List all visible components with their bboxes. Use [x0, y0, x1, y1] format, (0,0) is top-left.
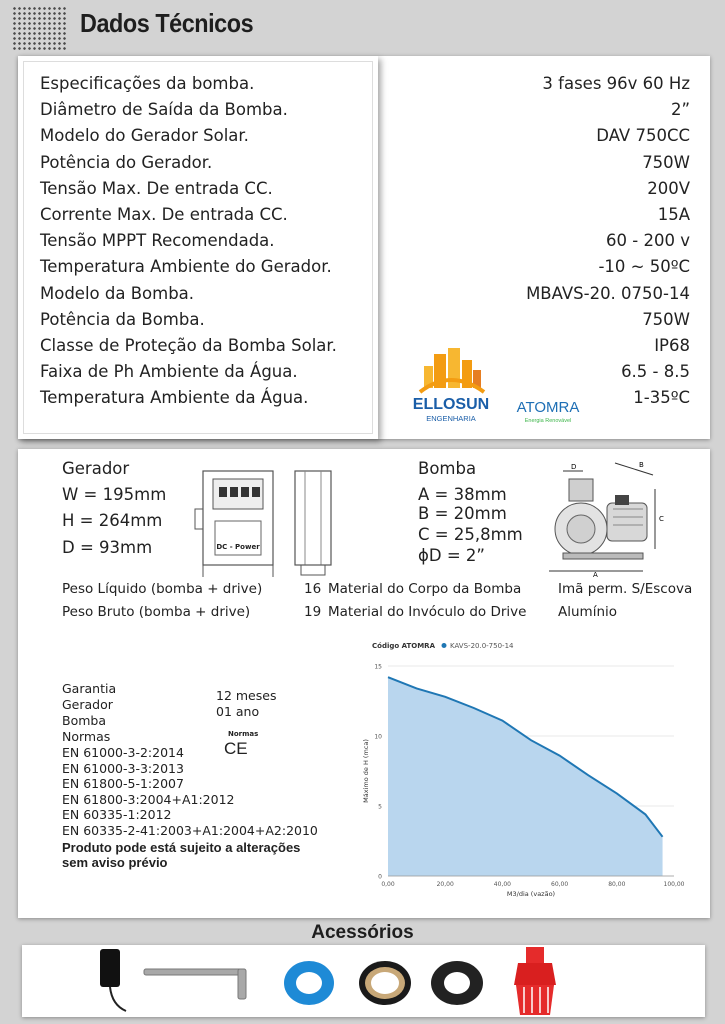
warranty-generator-value: 12 meses [216, 688, 277, 703]
spec-label: Corrente Max. De entrada CC. [40, 205, 288, 224]
x-tick-label: 80,00 [608, 881, 626, 888]
accessories-card [22, 945, 705, 1017]
spec-label: Potência do Gerador. [40, 152, 213, 172]
atomra-name: ATOMRA [516, 399, 580, 416]
spec-label: Temperatura Ambiente da Água. [40, 388, 309, 408]
body-material-label: Material do Corpo da Bomba [328, 581, 522, 597]
norm-item: EN 60335-2-41:2003+A1:2004+A2:2010 [62, 822, 318, 838]
pump-drawing [543, 459, 673, 579]
pump-label-d: D [571, 463, 577, 471]
foot-valve-icon [506, 945, 566, 1017]
norm-item: EN 61000-3-3:2013 [62, 760, 184, 776]
spec-value: IP68 [654, 336, 690, 355]
spec-row [18, 126, 710, 152]
ellosun-logo [406, 346, 496, 426]
spec-label: Temperatura Ambiente do Gerador. [40, 257, 332, 277]
spec-row [18, 231, 710, 257]
pump-label-a: A [593, 571, 598, 579]
spec-value: 3 fases 96v 60 Hz [542, 74, 690, 93]
y-axis-label: Máximo de H (mca) [362, 739, 370, 803]
spec-row [18, 74, 710, 100]
water-level-sensor-icon [92, 945, 142, 1017]
spec-label: Especificações da bomba. [40, 74, 255, 93]
norm-item: EN 61000-3-2:2014 [62, 745, 184, 760]
insulating-tape-black-icon [426, 945, 488, 1017]
y-tick-label: 0 [378, 873, 382, 881]
spec-value: DAV 750CC [596, 126, 690, 146]
generator-depth: D = 93mm [62, 538, 153, 557]
gross-weight-value: 19 [304, 604, 322, 620]
norms-heading: Normas [228, 730, 259, 738]
spec-row [18, 100, 710, 126]
spec-row [18, 257, 710, 283]
spec-row [18, 284, 710, 310]
spec-row [18, 362, 710, 388]
pump-curve-chart [338, 636, 688, 901]
generator-width: W = 195mm [62, 485, 167, 504]
x-tick-label: 40,00 [493, 881, 511, 888]
pump-diameter: ϕD = 2” [418, 546, 485, 565]
body-material-value: Imã perm. S/Escova [558, 581, 693, 597]
warranty-generator-label: Gerador [62, 697, 113, 712]
spec-row [18, 336, 710, 362]
x-tick-label: 0,00 [381, 881, 395, 888]
y-tick-label: 15 [374, 663, 382, 671]
spec-label: Tensão MPPT Recomendada. [40, 231, 275, 251]
pump-label-b: B [639, 461, 644, 469]
pump-title: Bomba [418, 459, 477, 478]
y-tick-label: 5 [378, 803, 382, 811]
generator-device-label: DC - Power [216, 543, 260, 551]
spec-value: 200V [647, 178, 690, 198]
spec-row [18, 310, 710, 336]
spec-label: Classe de Proteção da Bomba Solar. [40, 336, 337, 355]
spec-label: Faixa de Ph Ambiente da Água. [40, 362, 298, 382]
spec-value: 2” [670, 100, 690, 120]
legend-label: KAVS-20.0-750-14 [450, 642, 514, 650]
insulating-tape-brown-icon [354, 945, 416, 1017]
warranty-pump-label: Bomba [62, 713, 106, 728]
norm-item: EN 61800-5-1:2007 [62, 776, 184, 791]
pump-curve-svg [338, 636, 688, 901]
x-tick-label: 20,00 [436, 881, 454, 888]
dotted-logo-pattern [12, 6, 68, 50]
ptfe-tape-icon [278, 945, 340, 1017]
pump-dim-a: A = 38mm [418, 485, 507, 504]
norm-item: EN 60335-1:2012 [62, 807, 172, 822]
accessories-title: Acessórios [311, 922, 414, 943]
spec-row [18, 179, 710, 205]
gross-weight-label: Peso Bruto (bomba + drive) [62, 604, 251, 620]
ellosun-sub: ENGENHARIA [426, 414, 476, 423]
curve-area [388, 677, 663, 876]
pump-dim-b: B = 20mm [418, 504, 507, 523]
disclaimer-line-1: Produto pode está sujeito a alterações [62, 840, 301, 855]
x-axis-label: M3/dia (vazão) [506, 890, 556, 898]
net-weight-value: 16 [304, 581, 322, 597]
spec-value: 750W [642, 152, 690, 172]
norms-list [62, 745, 318, 838]
generator-drawing [183, 463, 353, 581]
technical-details-card [18, 449, 710, 918]
atomra-sub: Energia Renovável [524, 418, 572, 424]
spec-value: 15A [657, 205, 690, 224]
disclaimer-line-2: sem aviso prévio [62, 855, 168, 870]
spec-label: Tensão Max. De entrada CC. [40, 178, 273, 198]
pump-dim-c: C = 25,8mm [418, 525, 523, 544]
spec-value: 60 - 200 v [606, 231, 690, 251]
spec-value: MBAVS-20. 0750-14 [526, 283, 690, 303]
ce-mark: CE [224, 739, 248, 758]
spec-value: 6.5 - 8.5 [621, 362, 690, 382]
page-title: Dados Técnicos [80, 8, 254, 38]
spec-value: 1-35ºC [633, 388, 690, 408]
atomra-logo [508, 396, 588, 426]
x-tick-label: 60,00 [551, 881, 569, 888]
spec-row [18, 205, 710, 231]
net-weight-label: Peso Líquido (bomba + drive) [62, 581, 263, 597]
warranty-pump-value: 01 ano [216, 704, 260, 719]
drive-material-value: Alumínio [558, 604, 618, 620]
pump-label-c: C [659, 515, 664, 523]
generator-title: Gerador [62, 459, 130, 478]
allen-key-icon [140, 945, 270, 1017]
drive-material-label: Material do Invóculo do Drive [328, 604, 527, 620]
spec-row [18, 153, 710, 179]
specs-card [18, 56, 710, 439]
spec-label: Modelo da Bomba. [40, 283, 195, 303]
x-tick-label: 100,00 [663, 881, 685, 888]
norms-label: Normas [62, 729, 111, 744]
generator-height: H = 264mm [62, 511, 163, 530]
legend-marker [442, 643, 447, 648]
ellosun-name: ELLOSUN [412, 396, 490, 413]
spec-label: Potência da Bomba. [40, 309, 205, 329]
chart-title: Código ATOMRA [372, 642, 435, 650]
warranty-title: Garantia [62, 681, 117, 696]
spec-label: Modelo do Gerador Solar. [40, 126, 249, 146]
spec-value: -10 ~ 50ºC [598, 257, 690, 277]
y-tick-label: 10 [374, 733, 382, 741]
spec-value: 750W [642, 309, 690, 329]
spec-label: Diâmetro de Saída da Bomba. [40, 100, 288, 120]
spec-row [18, 388, 710, 414]
norm-item: EN 61800-3:2004+A1:2012 [62, 791, 235, 807]
